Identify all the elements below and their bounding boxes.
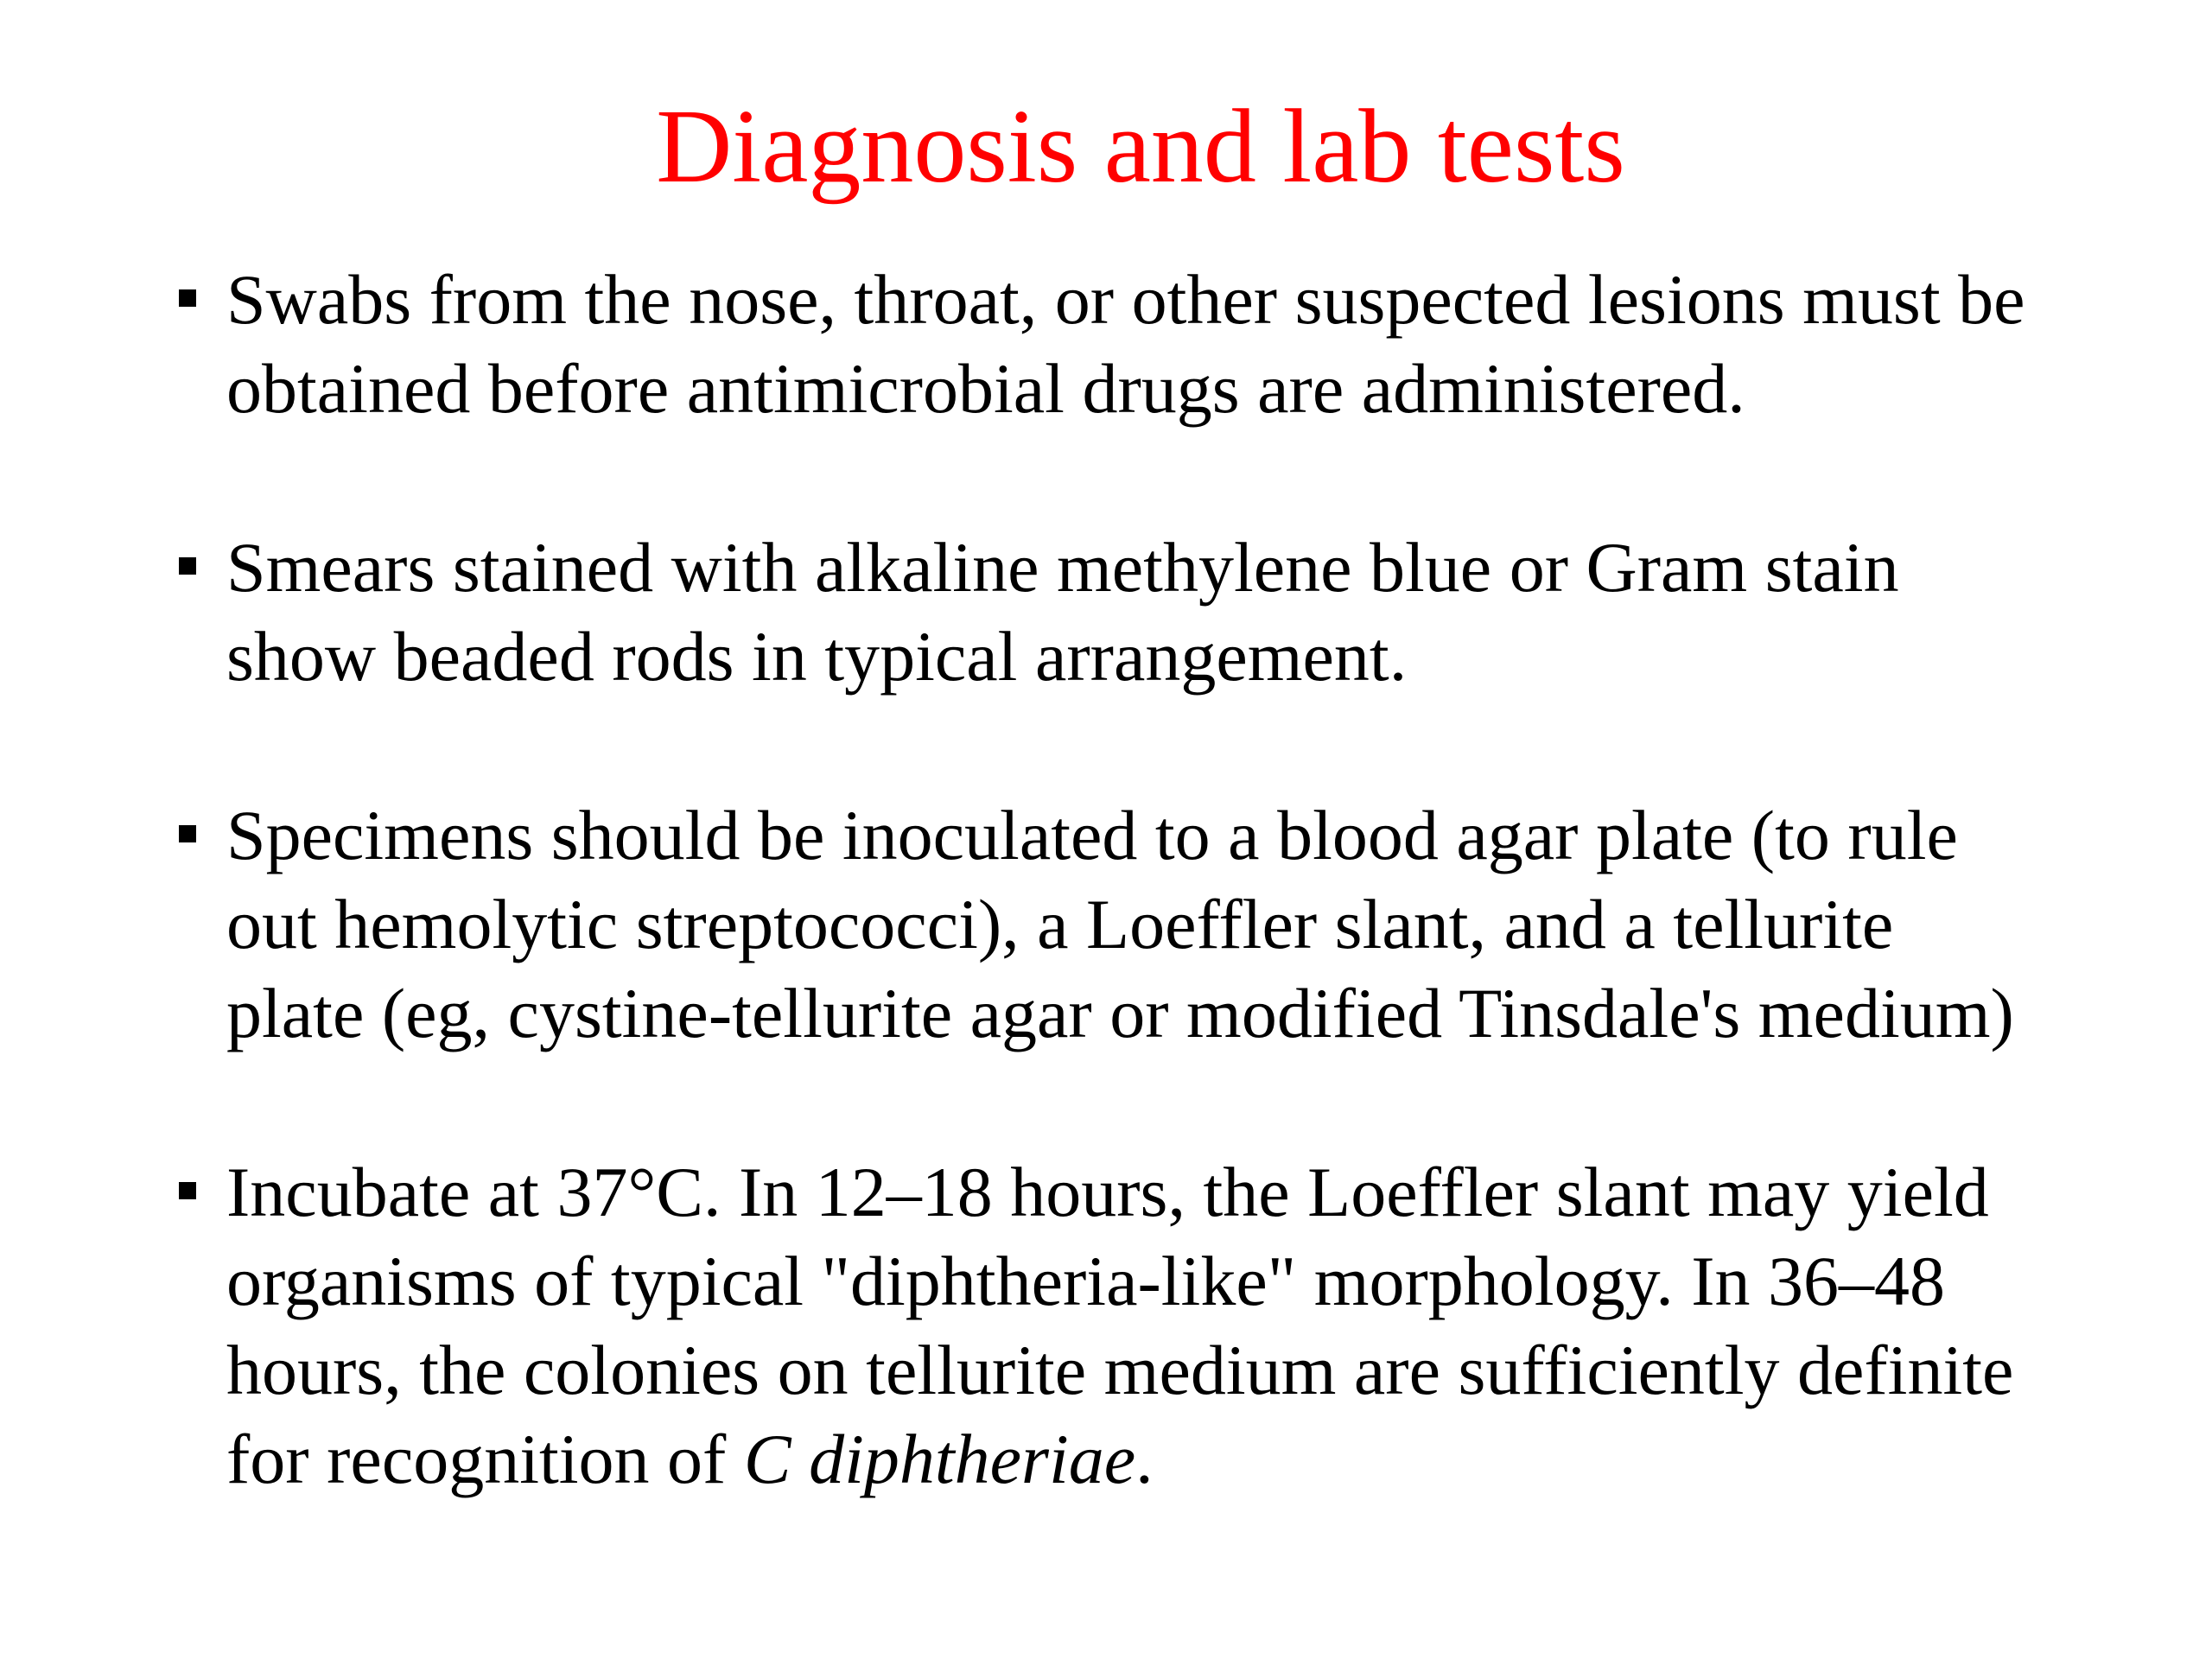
bullet-text-line: Smears stained with alkaline methylene blue or Gram stain	[226, 528, 1899, 607]
square-bullet-icon	[179, 557, 196, 575]
bullet-text-prefix: for recognition of	[226, 1420, 744, 1498]
bullet-item	[226, 1147, 2171, 1503]
organism-name: C diphtheriae	[743, 1420, 1136, 1498]
bullet-text-line: hours, the colonies on tellurite medium are sufficiently definite	[226, 1331, 2014, 1409]
bullet-text-line: out hemolytic streptococci), a Loeffler slant, and a tellurite	[226, 885, 1894, 963]
bullet-text-line: plate (eg, cystine-tellurite agar or modified Tinsdale's medium)	[226, 974, 2014, 1052]
bullet-item	[226, 255, 2171, 433]
bullet-text-line: Swabs from the nose, throat, or other suspected lesions must be	[226, 260, 2025, 339]
bullet-item	[226, 791, 2171, 1058]
bullet-text-suffix: .	[1135, 1420, 1154, 1498]
slide-title: Diagnosis and lab tests	[656, 88, 1625, 205]
bullet-text-line: Specimens should be inoculated to a blood agar plate (to rule	[226, 796, 1958, 874]
bullet-text-line: Incubate at 37°C. In 12–18 hours, the Loeffler slant may yield	[226, 1153, 1989, 1231]
bullet-item	[226, 523, 2171, 701]
bullet-text-line-last	[226, 1414, 2171, 1503]
square-bullet-icon	[179, 825, 196, 842]
bullet-text-line: show beaded rods in typical arrangement.	[226, 617, 1408, 696]
bullet-text-line: organisms of typical "diphtheria-like" morphology. In 36–48	[226, 1242, 1946, 1320]
bullet-text-line: obtained before antimicrobial drugs are administered.	[226, 349, 1745, 428]
square-bullet-icon	[179, 1182, 196, 1199]
square-bullet-icon	[179, 289, 196, 307]
